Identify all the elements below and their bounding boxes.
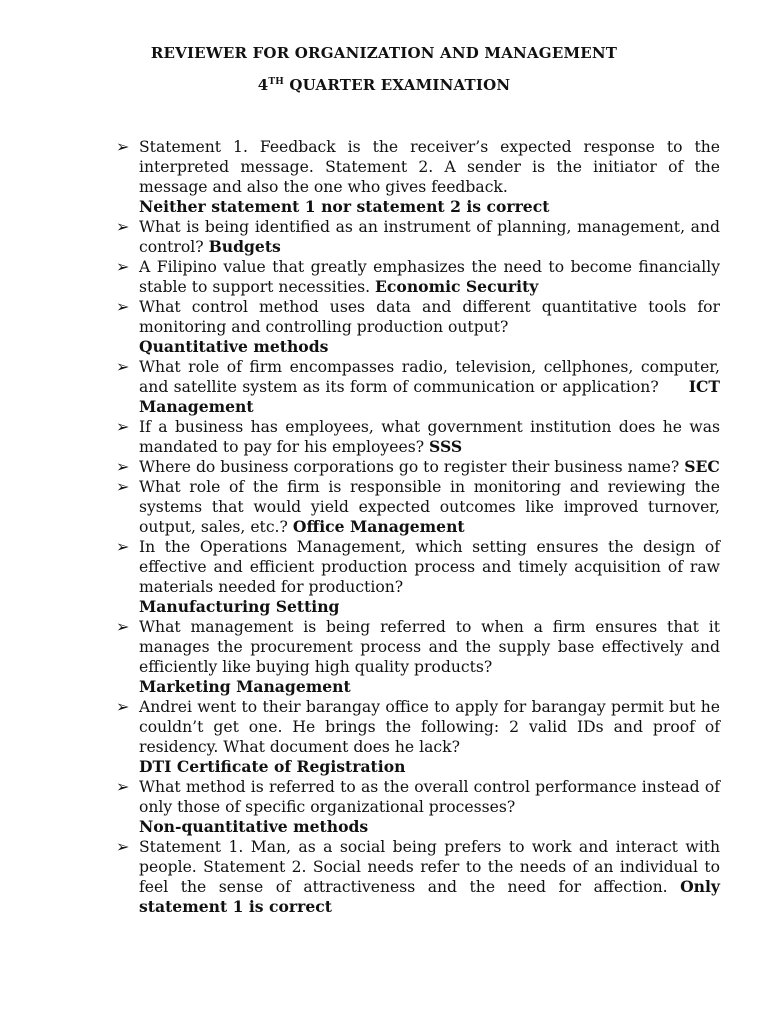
question-text: Statement 1. Feedback is the receiver’s expected response to the interpreted message. Statement 2. A sender is the initiator of the message and also the one who gives feedback. xyxy=(139,138,720,196)
arrow-bullet-icon: ➢ xyxy=(116,777,130,796)
arrow-bullet-icon: ➢ xyxy=(116,697,130,716)
question-text: What role of the firm is responsible in monitoring and reviewing the systems that would yield expected outcomes like improved turnover, output, sales, etc.? xyxy=(139,478,720,536)
subtitle-number: 4 xyxy=(257,76,269,94)
question-text: In the Operations Management, which setting ensures the design of effective and efficient production process and timely acquisition of raw materials needed for production? xyxy=(139,538,720,596)
list-item xyxy=(116,217,720,257)
answer-text: Budgets xyxy=(208,237,281,256)
question-text: What management is being referred to when a firm ensures that it manages the procurement process and the supply base effectively and efficiently like buying high quality products? xyxy=(139,618,720,676)
answer-text: Economic Security xyxy=(375,277,539,296)
list-item xyxy=(116,457,720,477)
question-text: Where do business corporations go to register their business name? xyxy=(139,458,680,476)
subtitle-rest: QUARTER EXAMINATION xyxy=(283,76,511,94)
answer-text: Manufacturing Setting xyxy=(139,597,340,616)
answer-text: DTI Certificate of Registration xyxy=(139,757,406,776)
answer-text: Marketing Management xyxy=(139,677,351,696)
answer-text: ICT Management xyxy=(139,377,720,416)
list-item xyxy=(116,297,720,357)
question-text: If a business has employees, what government institution does he was mandated to pay for his employees? xyxy=(139,418,720,456)
arrow-bullet-icon: ➢ xyxy=(116,217,130,236)
document-title: REVIEWER FOR ORGANIZATION AND MANAGEMENT xyxy=(150,44,618,62)
arrow-bullet-icon: ➢ xyxy=(116,617,130,636)
answer-text: SSS xyxy=(429,437,463,456)
arrow-bullet-icon: ➢ xyxy=(116,477,130,496)
list-item xyxy=(116,417,720,457)
question-text: A Filipino value that greatly emphasizes the need to become financially stable to support necessities. xyxy=(139,258,720,296)
list-item xyxy=(116,837,720,917)
arrow-bullet-icon: ➢ xyxy=(116,137,130,156)
list-item xyxy=(116,697,720,777)
answer-text: Only statement 1 is correct xyxy=(139,877,720,916)
list-item xyxy=(116,137,720,217)
answer-text: Neither statement 1 nor statement 2 is correct xyxy=(139,197,550,216)
document-subtitle xyxy=(0,76,768,94)
arrow-bullet-icon: ➢ xyxy=(116,417,130,436)
question-text: What is being identified as an instrument of planning, management, and control? xyxy=(139,218,720,256)
arrow-bullet-icon: ➢ xyxy=(116,257,130,276)
list-item xyxy=(116,617,720,697)
list-item xyxy=(116,477,720,537)
answer-text: Non-quantitative methods xyxy=(139,817,369,836)
question-list xyxy=(0,137,768,917)
question-text: What role of firm encompasses radio, television, cellphones, computer, and satellite system as its form of communication or application? xyxy=(139,358,720,396)
arrow-bullet-icon: ➢ xyxy=(116,837,130,856)
list-item xyxy=(116,777,720,837)
list-item xyxy=(116,257,720,297)
arrow-bullet-icon: ➢ xyxy=(116,537,130,556)
question-text: Andrei went to their barangay office to apply for barangay permit but he couldn’t get one. He brings the following: 2 valid IDs and proof of residency. What document does he lack? xyxy=(139,698,720,756)
question-text: What control method uses data and different quantitative tools for monitoring and controlling production output? xyxy=(139,298,720,336)
answer-text: SEC xyxy=(684,457,720,476)
list-item xyxy=(116,537,720,617)
answer-text: Office Management xyxy=(292,517,465,536)
arrow-bullet-icon: ➢ xyxy=(116,357,130,376)
list-item xyxy=(116,357,720,417)
question-text: Statement 1. Man, as a social being prefers to work and interact with people. Statement 2. Social needs refer to the needs of an individual to feel the sense of attractiveness and the need for affection. xyxy=(139,838,720,896)
arrow-bullet-icon: ➢ xyxy=(116,297,130,316)
subtitle-superscript: TH xyxy=(268,77,284,87)
arrow-bullet-icon: ➢ xyxy=(116,457,130,476)
question-text: What method is referred to as the overall control performance instead of only those of specific organizational processes? xyxy=(139,778,720,816)
answer-text: Quantitative methods xyxy=(139,337,329,356)
